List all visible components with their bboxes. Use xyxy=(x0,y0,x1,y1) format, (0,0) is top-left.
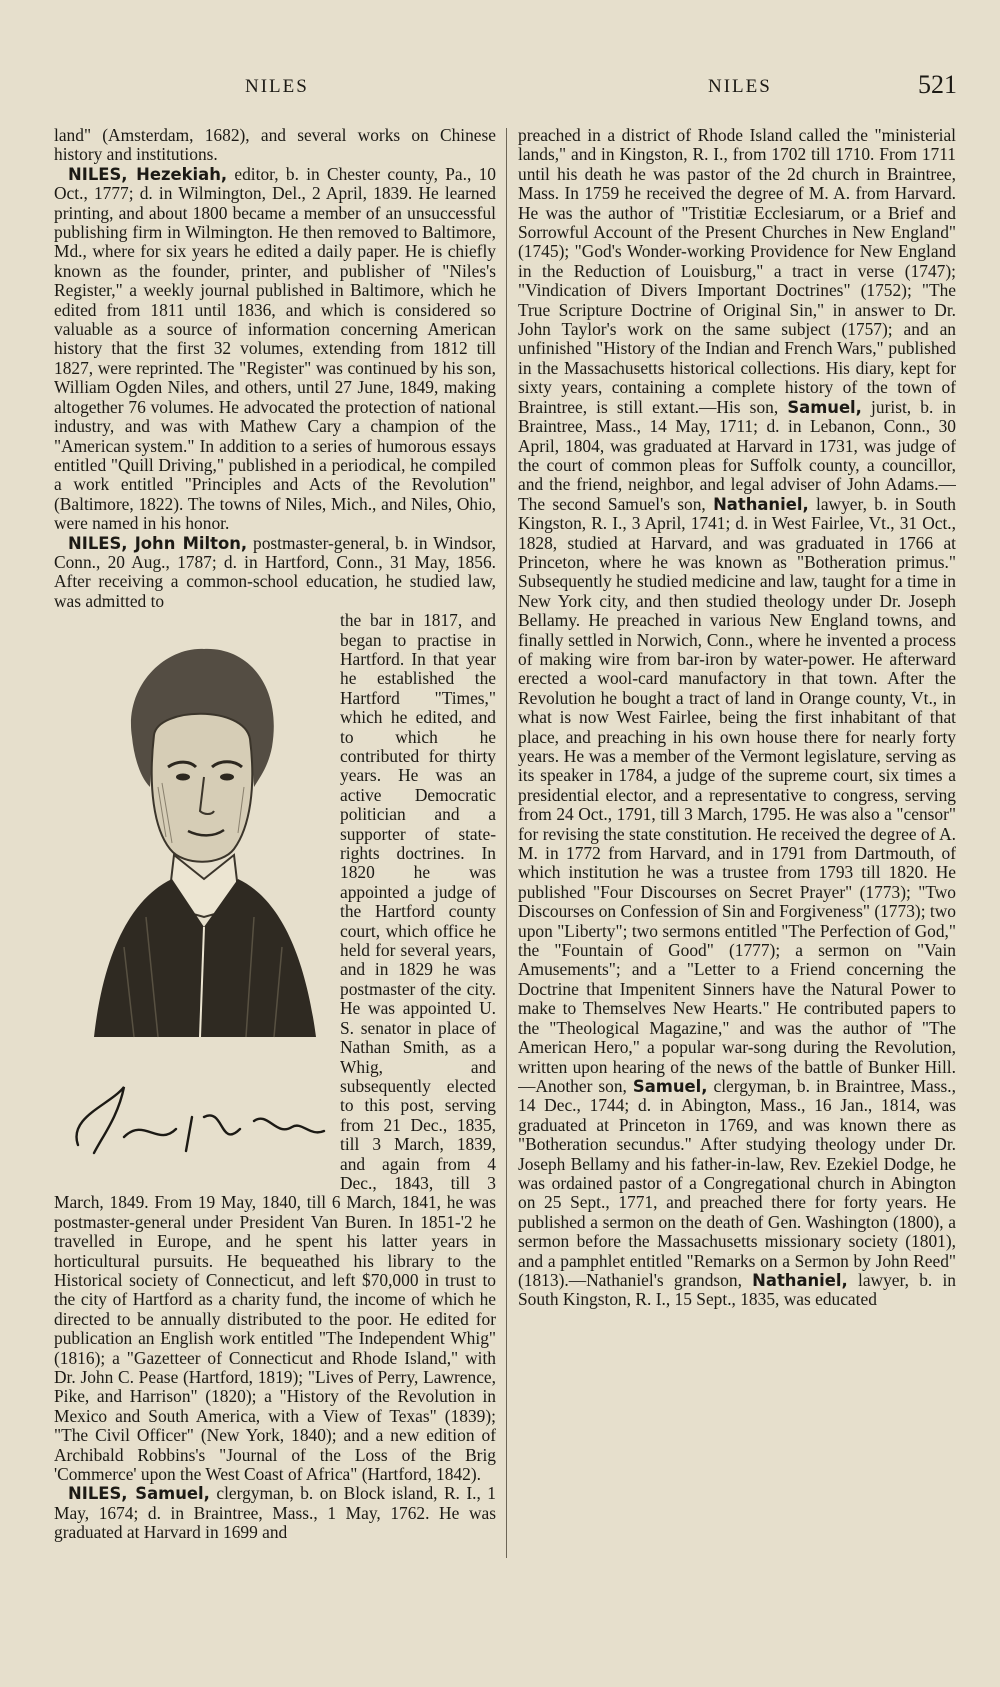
text-samuel-clergyman: clergyman, b. in Braintree, Mass., 14 Dec., 1744; d. in Abington, Mass., 16 Jan., 1814, was graduated at Princeton in 1769, and was known there as "Botheration secundus." After studying theology under Dr. Joseph Bellamy and his father-in-law, Rev. Ezekiel Dodge, he was ordained pastor of a Congregational church in Abington on 25 Sept., 1771, and preached there for forty years. He published a sermon on the death of Gen. Washington (1800), a sermon before the Massachusetts missionary society (1801), and a pamphlet entitled "Remarks on a Sermon by John Reed" (1813).—Nathaniel's grandson, xyxy=(518,1075,956,1290)
subhead-nathaniel-lawyer: Nathaniel, xyxy=(713,494,809,514)
portrait-engraving xyxy=(54,617,332,1177)
entry-samuel-niles xyxy=(54,1484,496,1542)
entry-john-milton-niles-intro xyxy=(54,534,496,612)
entry-continuation-samuel-niles xyxy=(518,126,956,1310)
headword-hezekiah-niles: NILES, Hezekiah, xyxy=(68,164,228,184)
page-number: 521 xyxy=(918,70,957,99)
running-head-center: NILES xyxy=(708,76,772,97)
headword-john-milton-niles: NILES, John Milton, xyxy=(68,533,248,553)
entry-body-hezekiah-niles: editor, b. in Chester county, Pa., 10 Oct., 1777; d. in Wilmington, Del., 2 April, 1839. He learned printing, and about 1800 became a member of an unsuccessful publishing firm in Wilmington. He then removed to Baltimore, Md., where for six years he edited a daily paper. He is chiefly known as the founder, printer, and publisher of "Niles's Register," a weekly journal published in Baltimore, which he edited from 1811 until 1836, and which is considered so valuable as a source of information concerning American history that the first 32 volumes, extending from 1812 till 1827, were reprinted. The "Register" was continued by his son, William Ogden Niles, and others, until 27 June, 1849, making altogether 76 volumes. He advocated the protection of national industry, and was with Mathew Cary a champion of the "American system." In addition to a series of humorous essays entitled "Quill Driving," published in a periodical, he compiled a work entitled "Principles and Acts of the Revolution" (Baltimore, 1822). The towns of Niles, Mich., and Niles, Ohio, were named in his honor. xyxy=(54,163,496,534)
entry-body-samuel-niles: clergyman, b. on Block island, R. I., 1 May, 1674; d. in Braintree, Mass., 1 May, 1762. He was graduated at Harvard in 1699 and xyxy=(54,1483,496,1543)
headword-samuel-niles: NILES, Samuel, xyxy=(68,1484,210,1504)
entry-continuation: land" (Amsterdam, 1682), and several works on Chinese history and institutions. xyxy=(54,126,496,165)
subhead-samuel-jurist: Samuel, xyxy=(787,397,862,417)
left-column xyxy=(54,126,496,1556)
subhead-nathaniel-grandson: Nathaniel, xyxy=(752,1270,848,1290)
entry-intro-john-milton-niles: postmaster-general, b. in Windsor, Conn., 20 Aug., 1787; d. in Hartford, Conn., 31 May, 1856. After receiving a common-school education, he studied law, was admitted to xyxy=(54,532,496,611)
right-column xyxy=(518,126,956,1556)
subhead-samuel-clergyman: Samuel, xyxy=(632,1076,708,1096)
text-nathaniel-lawyer: lawyer, b. in South Kingston, R. I., 3 April, 1741; d. in West Fairlee, Vt., 31 Oct., 1828, studied at Harvard, and was graduated in 1766 at Princeton, where he was known as "Botheration primus." Subsequently he studied medicine and law, taught for a time in New York city, and then studied theology under Dr. Joseph Bellamy. He preached in various New England towns, and finally settled in Norwich, Conn., where he invented a process of making wire from bar-iron by water-power. He afterward erected a wool-card manufactory in that town. After the Revolution he bought a tract of land in Orange county, Vt., in what is now West Fairlee, being the first inhabitant of that place, and preaching in his own house there for nearly forty years. He was a member of the Vermont legislature, serving as its speaker in 1784, a judge of the supreme court, six times a presidential elector, and a representative to congress, serving from 24 Oct., 1791, till 3 March, 1795. He was also a "censor" for revising the state constitution. He received the degree of A. M. in 1772 from Harvard, and in 1791 from Dartmouth, of which institution he was a trustee from 1793 till 1820. He published "Four Discourses on Secret Prayer" (1773); "Two Discourses on Confession of Sin and Forgiveness" (1773); two upon "Liberty"; two sermons entitled "The Perfection of God," the "Fountain of Good" (1777); a sermon on "Vain Amusements"; and a "Letter to a Friend concerning the Doctrine that Impenitent Sinners have the Natural Power to make to Themselves New Hearts." He contributed papers to the "Theological Magazine," and was the author of "The American Hero," a popular war-song during the Revolution, written upon hearing of the news of the battle of Bunker Hill.—Another son, xyxy=(518,493,956,1096)
column-divider xyxy=(506,128,507,1558)
text-samuel-niles-continued: preached in a district of Rhode Island called the "ministerial lands," and in Kingston, R. I., from 1702 till 1710. From 1711 until his death he was pastor of the 2d church in Braintree, Mass. In 1759 he received the degree of M. A. from Harvard. He was the author of "Tristitiæ Ecclesiarum, or a Brief and Sorrowful Account of the Present Churches in New England" (1745); "God's Wonder-working Providence for New England in the Reduction of Louisburg," a tract in verse (1747); "Vindication of Divers Important Doctrines" (1752); "The True Scripture Doctrine of Original Sin," in answer to Dr. John Taylor's work on the same subject (1757); and an unfinished "History of the Indian and French Wars," published in the Massachusetts historical collections. His diary, kept for sixty years, containing a complete history of the town of Braintree, is still extant.—His son, xyxy=(518,126,956,417)
text-samuel-jurist: jurist, b. in Braintree, Mass., 14 May, 1711; d. in Lebanon, Conn., 30 April, 1804, was graduated at Harvard in 1731, was judge of the court of common pleas for Suffolk county, a councillor, and the friend, neighbor, and legal adviser of John Adams.—The second Samuel's son, xyxy=(518,396,956,514)
entry-hezekiah-niles xyxy=(54,165,496,534)
text-nathaniel-grandson: lawyer, b. in South Kingston, R. I., 15 Sept., 1835, was educated xyxy=(518,1269,956,1310)
running-head xyxy=(0,66,1000,106)
signature-flourish xyxy=(76,1087,324,1153)
running-head-left: NILES xyxy=(245,76,309,97)
entry-body-john-milton-niles: the bar in 1817, and began to practise in Hartford. In that year he established the Hartford "Times," which he edited, and to which he contributed for thirty years. He was an active Democratic politician and a supporter of state-rights doctrines. In 1820 he was appointed a judge of the Hartford county court, which office he held for several years, and in 1829 he was postmaster of the city. He was appointed U. S. senator in place of Nathan Smith, as a Whig, and subsequently elected to this post, serving from 21 Dec., 1835, till 3 March, 1839, and again from 4 Dec., 1843, till 3 March, 1849. From 19 May, 1840, till 6 March, 1841, he was postmaster-general under President Van Buren. In 1851-'2 he travelled in Europe, and he spent his latter years in horticultural pursuits. He bequeathed his library to the Historical society of Connecticut, and left $70,000 in trust to the city of Hartford as a charity fund, the income of which he directed to be annually distributed to the poor. He edited for publication an English work entitled "The Independent Whig" (1816); a "Gazetteer of Connecticut and Rhode Island," with Dr. John C. Pease (Hartford, 1819); "Lives of Perry, Lawrence, Pike, and Harrison" (1820); a "History of the Revolution in Mexico and South America, with a View of Texas" (1839); "The Civil Officer" (New York, 1840); and a new edition of Archibald Robbins's "Journal of the Loss of the Brig 'Commerce' upon the West Coast of Africa" (Hartford, 1842). xyxy=(54,610,496,1485)
portrait-illustration xyxy=(54,617,332,1177)
